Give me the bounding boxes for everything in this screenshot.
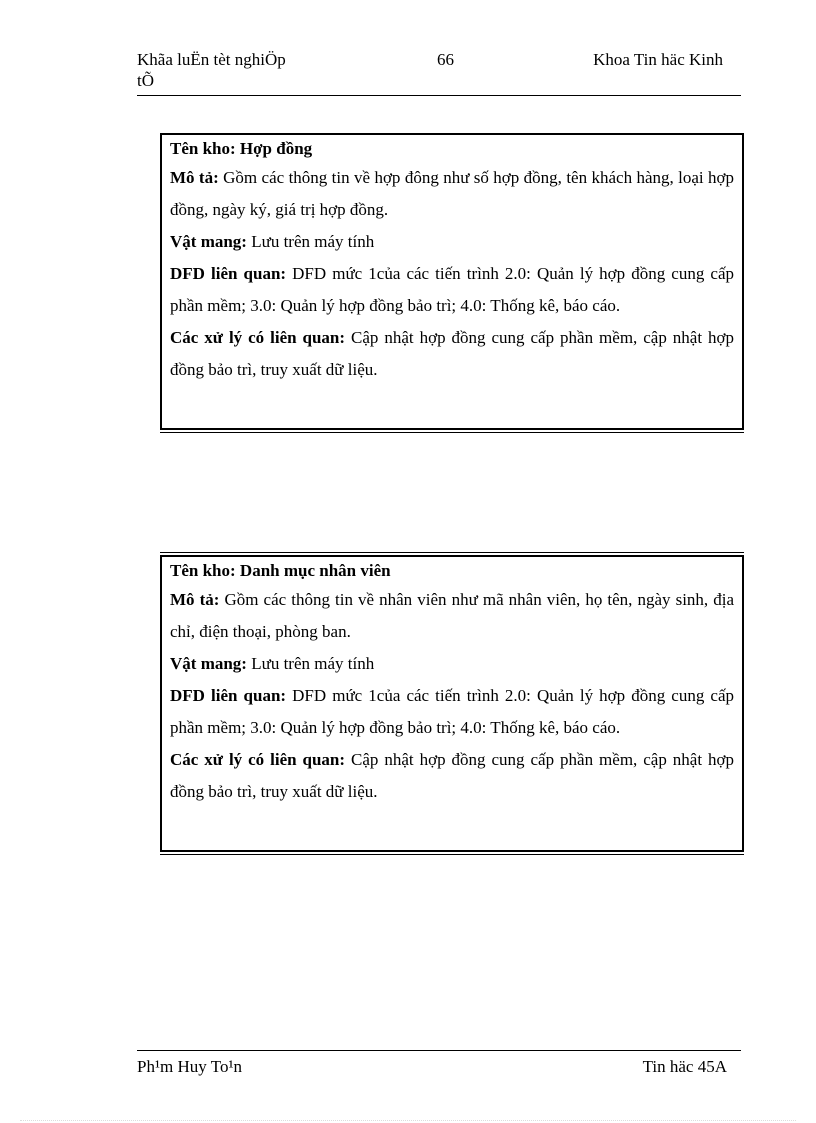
page-footer	[137, 1050, 741, 1076]
dfd-text: DFD mức 1của các tiến trình 2.0: Quản lý hợp đồng cung cấp phần mềm; 3.0: Quản lý hợp đồng bảo trì; 4.0: Thống kê, báo cáo.	[170, 264, 734, 315]
header-left-line1: Khãa luËn tèt nghiÖp	[137, 50, 286, 69]
processes-text: Cập nhật hợp đồng cung cấp phần mềm, cập nhật hợp đồng bảo trì, truy xuất dữ liệu.	[170, 328, 735, 379]
dfd-row	[170, 680, 742, 744]
page-bottom-divider	[20, 1120, 796, 1121]
header-thesis-label	[137, 49, 337, 91]
footer-author: Ph¹m Huy To¹n	[137, 1057, 243, 1076]
header-left-line2: tÕ	[137, 71, 154, 90]
header-faculty: Khoa Tin häc Kinh	[593, 50, 723, 69]
store-name-value: Hợp đồng	[239, 139, 313, 158]
dfd-label: DFD liên quan:	[170, 686, 287, 705]
medium-label: Vật mang:	[170, 654, 247, 673]
data-store-box-employees	[160, 555, 744, 852]
processes-row	[170, 322, 742, 386]
page-header	[137, 49, 741, 96]
processes-text: Cập nhật hợp đồng cung cấp phần mềm, cập nhật hợp đồng bảo trì, truy xuất dữ liệu.	[170, 750, 735, 801]
processes-row	[170, 744, 742, 808]
description-row	[170, 162, 742, 226]
store-name-value: Danh mục nhân viên	[239, 561, 391, 580]
description-label: Mô tả:	[170, 168, 219, 187]
medium-text: Lưu trên máy tính	[251, 654, 375, 673]
footer-class: Tin häc 45A	[642, 1057, 727, 1076]
store-name-row	[170, 558, 742, 584]
medium-row	[170, 648, 742, 680]
description-row	[170, 584, 742, 648]
dfd-text: DFD mức 1của các tiến trình 2.0: Quản lý hợp đồng cung cấp phần mềm; 3.0: Quản lý hợp đồng bảo trì; 4.0: Thống kê, báo cáo.	[170, 686, 734, 737]
description-text: Gồm các thông tin về hợp đông như số hợp đồng, tên khách hàng, loại hợp đồng, ngày ký, giá trị hợp đồng.	[170, 168, 735, 219]
dfd-label: DFD liên quan:	[170, 264, 287, 283]
store-name-label: Tên kho:	[170, 561, 236, 580]
store-name-label: Tên kho:	[170, 139, 236, 158]
page-number: 66	[437, 50, 454, 69]
processes-label: Các xử lý có liên quan:	[170, 328, 346, 347]
medium-text: Lưu trên máy tính	[251, 232, 375, 251]
store-name-row	[170, 136, 742, 162]
data-store-box-contracts	[160, 133, 744, 430]
processes-label: Các xử lý có liên quan:	[170, 750, 346, 769]
description-label: Mô tả:	[170, 590, 220, 609]
medium-label: Vật mang:	[170, 232, 247, 251]
medium-row	[170, 226, 742, 258]
description-text: Gồm các thông tin về nhân viên như mã nhân viên, họ tên, ngày sinh, địa chỉ, điện thoại, phòng ban.	[170, 590, 735, 641]
dfd-row	[170, 258, 742, 322]
